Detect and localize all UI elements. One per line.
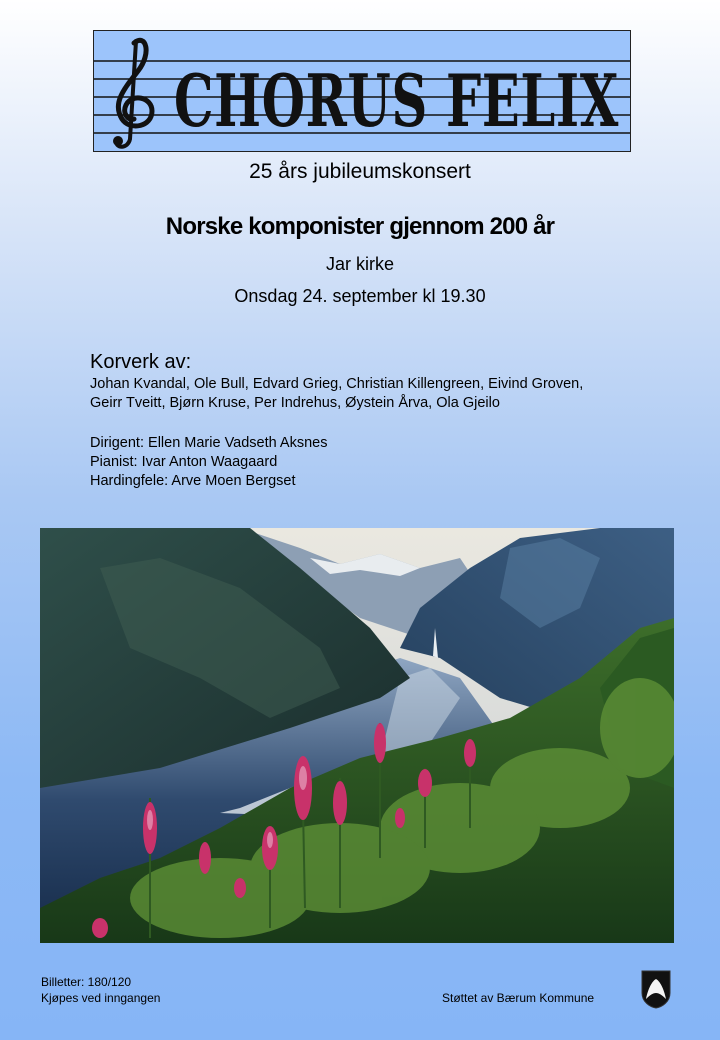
baerum-crest-icon <box>640 969 672 1009</box>
fjord-photo <box>40 528 674 943</box>
concert-date: Onsdag 24. september kl 19.30 <box>234 286 486 306</box>
concert-title: Norske komponister gjennom 200 år <box>165 213 555 240</box>
logo-text: CHORUS FELIX <box>174 58 619 143</box>
composers-line-2: Geirr Tveitt, Bjørn Kruse, Per Indrehus, Øystein Årva, Ola Gjeilo <box>90 395 500 411</box>
composers-line-1: Johan Kvandal, Ole Bull, Edvard Grieg, Christian Killengreen, Eivind Groven, <box>90 376 584 392</box>
works-heading: Korverk av: <box>90 351 192 373</box>
ticket-price: Billetter: 180/120 <box>41 975 132 989</box>
logo-graphic <box>94 31 630 151</box>
concert-subtitle: 25 års jubileumskonsert <box>249 160 471 183</box>
fiddle-credit: Hardingfele: Arve Moen Bergset <box>90 473 296 489</box>
sponsor-text: Støttet av Bærum Kommune <box>442 991 595 1005</box>
concert-venue: Jar kirke <box>325 254 394 274</box>
logo-banner <box>93 30 631 152</box>
conductor-credit: Dirigent: Ellen Marie Vadseth Aksnes <box>90 435 328 451</box>
treble-clef-icon <box>113 40 152 146</box>
pianist-credit: Pianist: Ivar Anton Waagaard <box>90 454 278 470</box>
ticket-purchase-info: Kjøpes ved inngangen <box>41 991 161 1005</box>
